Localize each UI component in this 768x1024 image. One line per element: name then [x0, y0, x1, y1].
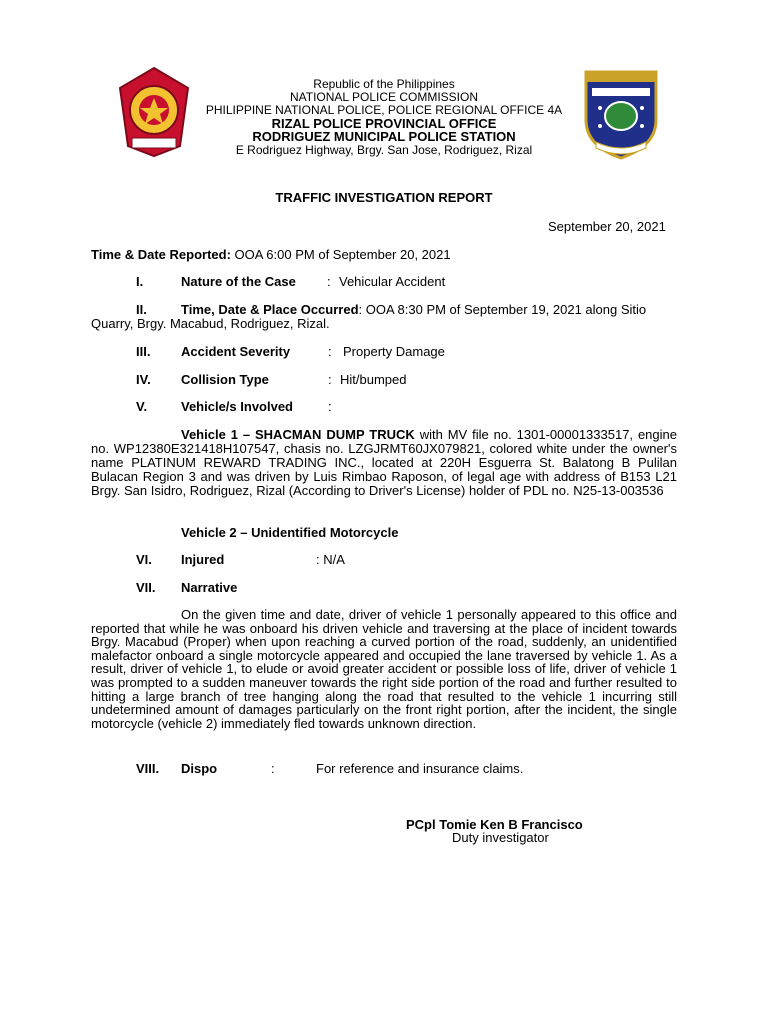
- header-station-name: RODRIGUEZ MUNICIPAL POLICE STATION: [252, 129, 516, 144]
- vehicle-1-label: Vehicle 1 – SHACMAN DUMP TRUCK: [181, 427, 415, 442]
- section-1-label: Nature of the Case: [181, 274, 296, 289]
- section-7-number: VII.: [136, 580, 156, 595]
- header-address: E Rodriguez Highway, Brgy. San Jose, Rodriguez, Rizal: [235, 143, 533, 157]
- section-6-number: VI.: [136, 552, 152, 567]
- vehicle-1-details: with MV file no. 1301-00001333517, engine no. WP12380E321418H107547, chasis no. LZGJRMT60JX079821, colored white under the owner's name PLATINUM REWARD TRADING INC., located at 220H Esguerra St. Balatong B Pulilan Bulacan Region 3 and was driven by Luis Rimbao Raposon, of legal age with address of B153 L21 Brgy. San Isidro, Rodriguez, Rizal (According to Driver's License) holder of PDL no. N25-13-003536: [91, 427, 677, 498]
- signatory-title: Duty investigator: [452, 830, 549, 845]
- reported-line: [91, 248, 451, 262]
- section-2-line2: Quarry, Brgy. Macabud, Rodriguez, Rizal.: [91, 316, 330, 331]
- section-4-value: Hit/bumped: [340, 372, 407, 387]
- section-1-value: Vehicular Accident: [339, 274, 446, 289]
- section-4-colon: :: [328, 372, 332, 387]
- vehicle-2-label: Vehicle 2 – Unidentified Motorcycle: [181, 525, 399, 540]
- reported-label: Time & Date Reported:: [91, 247, 231, 262]
- section-3-label: Accident Severity: [181, 344, 291, 359]
- section-1-colon: :: [327, 274, 331, 289]
- section-5-colon: :: [328, 399, 332, 414]
- section-8-value: For reference and insurance claims.: [316, 761, 524, 776]
- section-2-line1: [181, 303, 646, 317]
- report-date: September 20, 2021: [548, 219, 666, 234]
- section-8-number: VIII.: [136, 761, 160, 776]
- section-5-label: Vehicle/s Involved: [181, 399, 293, 414]
- report-title: TRAFFIC INVESTIGATION REPORT: [275, 190, 493, 205]
- section-4-number: IV.: [136, 372, 151, 387]
- section-6-value: : N/A: [316, 552, 345, 567]
- header-napolcom: NATIONAL POLICE COMMISSION: [289, 90, 479, 104]
- section-8-colon: :: [271, 761, 275, 776]
- section-2-value-a: : OOA 8:30 PM of September 19, 2021 along Sitio: [358, 302, 647, 317]
- narrative-paragraph: On the given time and date, driver of vehicle 1 personally appeared to this office and reported that while he was onboard his driven vehicle and traversing at the place of incident towards Brgy. Macabud (Proper) when upon reaching a curved portion of the road, suddenly, an unidentified malefactor onboard a single motorcycle appeared and occupied the lane traversed by vehicle 1. As a result, driver of vehicle 1, to elude or avoid greater accident or possible loss of life, driver of vehicle 1 was prompted to a sudden maneuver towards the right side portion of the road and further resulted to hitting a large branch of tree hanging along the road that resulted to the vehicle 1 incurring still undetermined amount of damages particularly on the front right portion, after the incident, the single motorcycle (vehicle 2) immediately fled towards unknown direction.: [91, 607, 677, 731]
- section-2-number: II.: [136, 302, 147, 317]
- section-8-label: Dispo: [181, 761, 218, 776]
- section-3-value: Property Damage: [343, 344, 445, 359]
- header-pnp-region: PHILIPPINE NATIONAL POLICE, POLICE REGIONAL OFFICE 4A: [205, 103, 563, 117]
- reported-value: OOA 6:00 PM of September 20, 2021: [230, 247, 451, 262]
- section-3-colon: :: [328, 344, 332, 359]
- section-3-number: III.: [136, 344, 151, 359]
- section-4-label: Collision Type: [181, 372, 269, 387]
- vehicle-1-paragraph: [91, 428, 677, 498]
- header-republic: Republic of the Philippines: [313, 77, 455, 91]
- header-provincial-office: RIZAL POLICE PROVINCIAL OFFICE: [271, 116, 497, 131]
- section-2-label: Time, Date & Place Occurred: [181, 302, 359, 317]
- section-5-number: V.: [136, 399, 148, 414]
- section-7-label: Narrative: [181, 580, 238, 595]
- section-6-label: Injured: [181, 552, 225, 567]
- section-1-number: I.: [136, 274, 144, 289]
- signatory-name: PCpl Tomie Ken B Francisco: [406, 817, 583, 832]
